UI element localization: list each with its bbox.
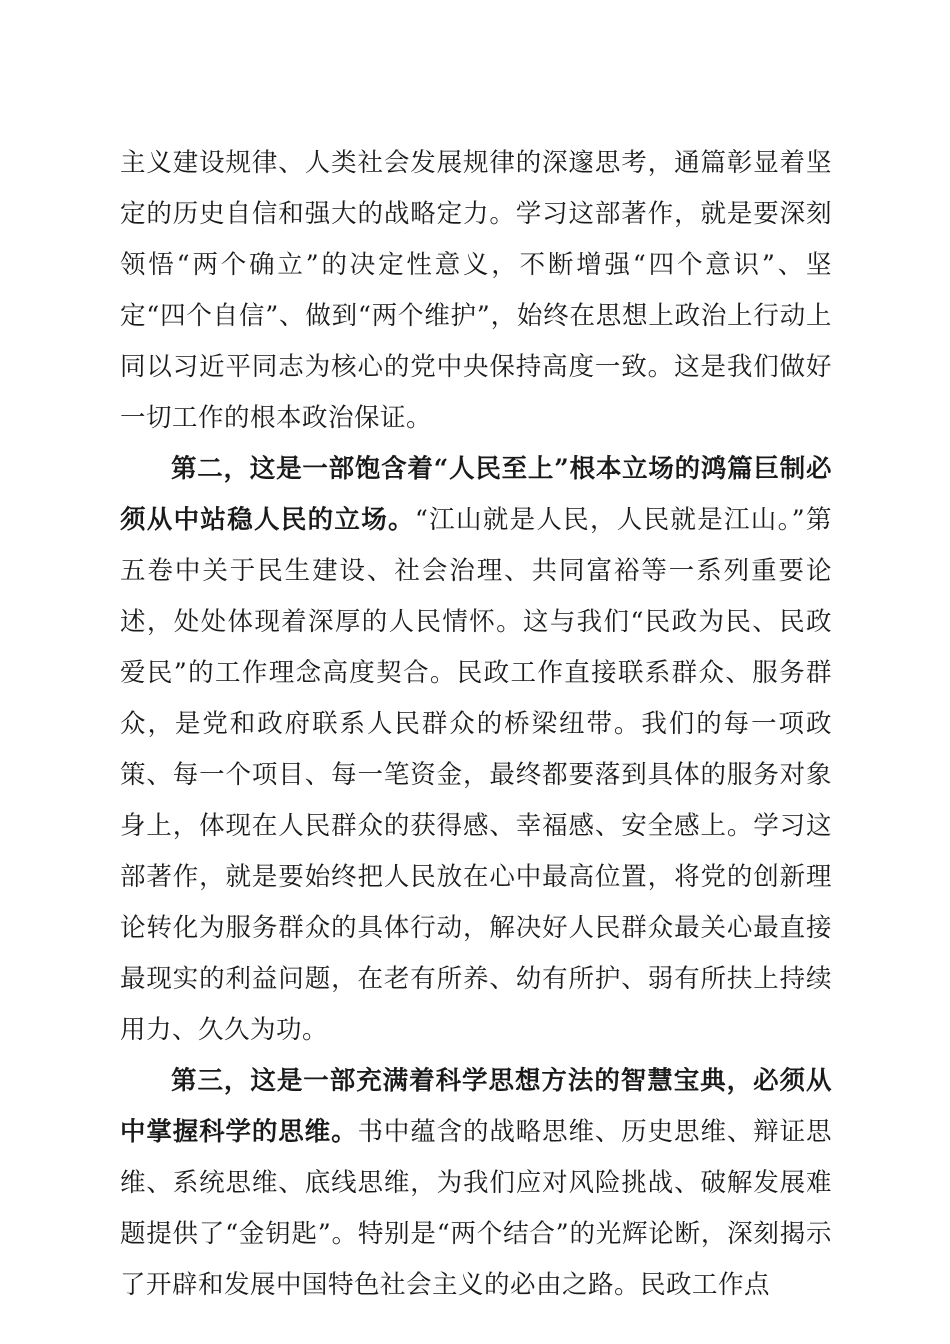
paragraph-second-point [120, 444, 832, 1056]
paragraph-text: 主义建设规律、人类社会发展规律的深邃思考，通篇彰显着坚定的历史自信和强大的战略定力。学习这部著作，就是要深刻领悟“两个确立”的决定性意义，不断增强“四个意识”、坚定“四个自信”、做到“两个维护”，始终在思想上政治上行动上同以习近平同志为核心的党中央保持高度一致。这是我们做好一切工作的根本政治保证。 [120, 148, 832, 433]
paragraph-lead-sentence: 第二，这是一部饱含着“人民至上”根本立场的鸿篇巨制必须从中站稳人民的立场。 [120, 454, 832, 535]
document-body [120, 138, 832, 1311]
paragraph-text: 书中蕴含的战略思维、历史思维、辩证思维、系统思维、底线思维，为我们应对风险挑战、破解发展难题提供了“金钥匙”。特别是“两个结合”的光辉论断，深刻揭示了开辟和发展中国特色社会主义的必由之路。民政工作点 [120, 1117, 832, 1300]
paragraph-text: “江山就是人民，人民就是江山。”第五卷中关于民生建设、社会治理、共同富裕等一系列重要论述，处处体现着深厚的人民情怀。这与我们“民政为民、民政爱民”的工作理念高度契合。民政工作直接联系群众、服务群众，是党和政府联系人民群众的桥梁纽带。我们的每一项政策、每一个项目、每一笔资金，最终都要落到具体的服务对象身上，体现在人民群众的获得感、幸福感、安全感上。学习这部著作，就是要始终把人民放在心中最高位置，将党的创新理论转化为服务群众的具体行动，解决好人民群众最关心最直接最现实的利益问题，在老有所养、幼有所护、弱有所扶上持续用力、久久为功。 [120, 505, 832, 1045]
paragraph-lead-sentence: 第三，这是一部充满着科学思想方法的智慧宝典，必须从中掌握科学的思维。 [120, 1066, 832, 1147]
paragraph-third-point [120, 1056, 832, 1311]
paragraph-continuation [120, 138, 832, 444]
